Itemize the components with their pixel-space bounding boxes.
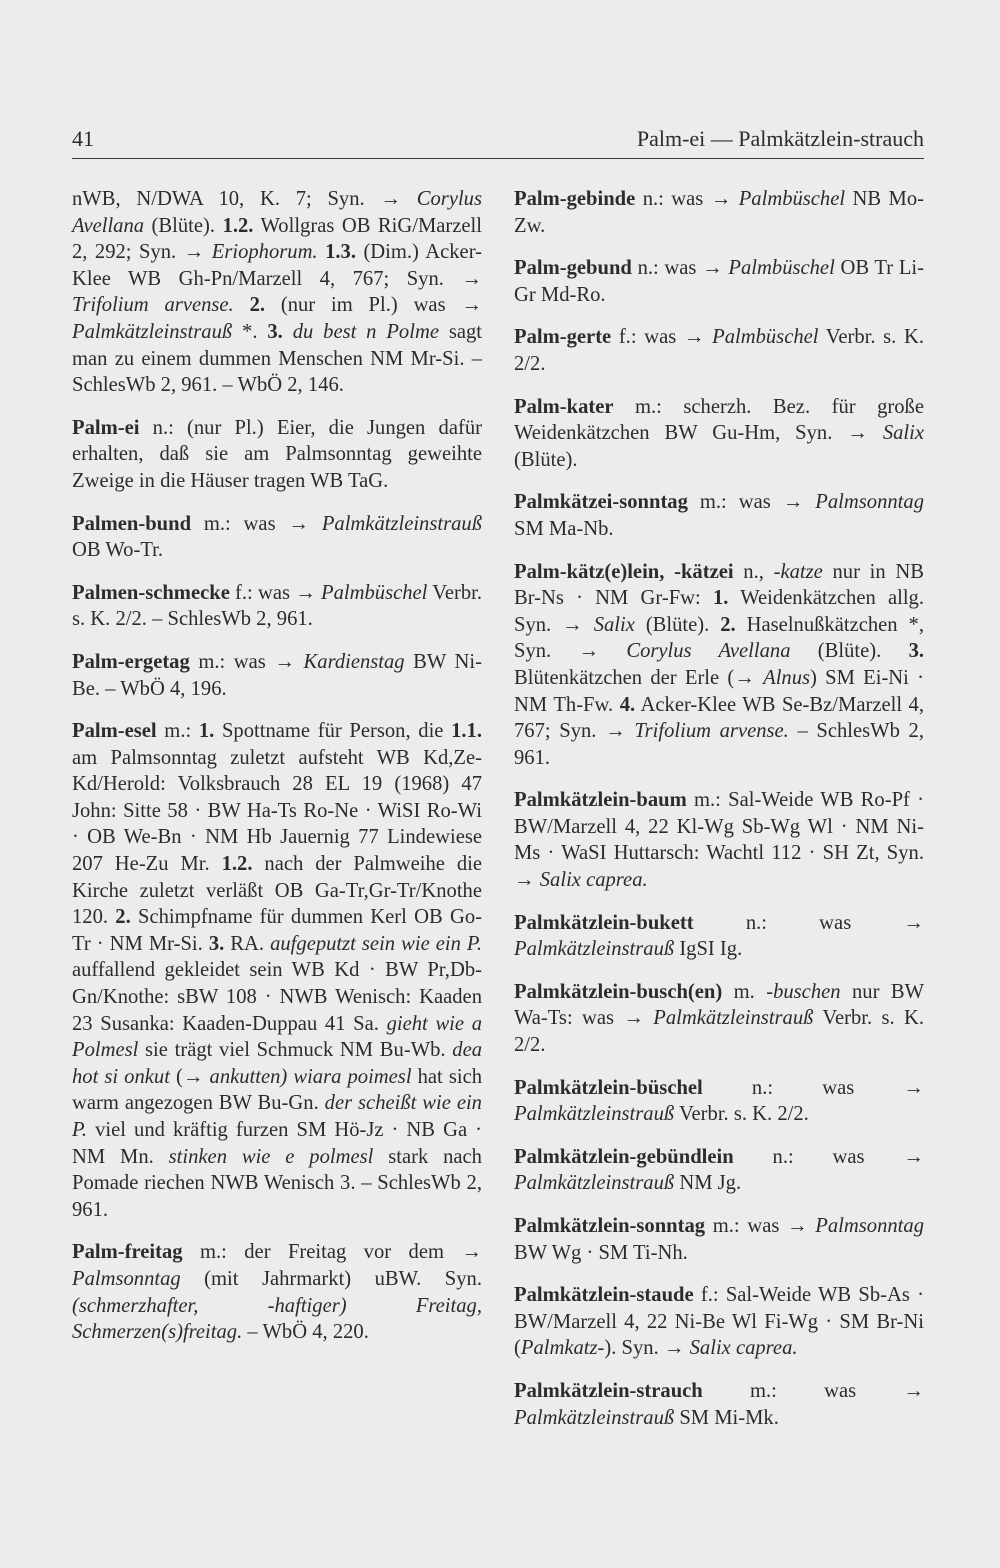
left-column xyxy=(72,186,482,1362)
entry-italic-text: Palmkätzleinstrauß xyxy=(72,320,233,343)
entry-headword: Palmkätzei-sonntag xyxy=(514,491,688,514)
entry-text: sagt man zu einem dummen Menschen NM Mr-Si. – SchlesWb 2, 961. – WbÖ 2, 146. xyxy=(72,320,483,397)
entry-text: m. xyxy=(722,980,767,1003)
dictionary-entry xyxy=(514,394,924,474)
entry-text: (Blüte). xyxy=(144,214,223,237)
entry-text: (mit Jahrmarkt) uBW. Syn. xyxy=(180,1267,482,1290)
entry-headword: Palm-gerte xyxy=(514,326,612,349)
entry-text: Weidenkätzchen allg. Syn. → xyxy=(514,587,924,636)
entry-text: n.: was → xyxy=(635,188,739,210)
sense-number: 3. xyxy=(267,320,283,343)
entry-text: Verbr. s. K. 2/2. xyxy=(514,1007,925,1057)
entry-italic-text: Palmsonntag xyxy=(815,1215,924,1237)
dictionary-entry xyxy=(514,787,924,893)
entry-text: m.: xyxy=(156,720,199,743)
dictionary-entry xyxy=(514,979,924,1059)
dictionary-entry xyxy=(72,511,482,564)
entry-text: n.: (nur Pl.) Eier, die Jungen dafür erhalten, daß sie am Palmsonntag geweihte Zweige in die Häuser tragen WB TaG. xyxy=(72,416,482,492)
entry-headword: Palm-gebinde xyxy=(514,188,636,210)
entry-text: (Blüte). xyxy=(790,640,909,663)
entry-italic-text: Palmbüschel xyxy=(321,581,428,604)
entry-text: nur in NB Br-Ns · NM Gr-Fw: xyxy=(514,560,924,610)
entry-text: Verbr. s. K. 2/2. – SchlesWb 2, 961. xyxy=(72,581,482,631)
entry-text: Haselnußkätzchen *, Syn. → xyxy=(514,613,924,663)
entry-italic-text: aufgeputzt sein wie ein P. xyxy=(270,932,482,955)
dictionary-entry xyxy=(72,186,482,399)
entry-text: nur BW Wa-Ts: was → xyxy=(514,980,924,1030)
sense-number: 2. xyxy=(115,906,131,929)
entry-text: stark nach Pomade riechen NWB Wenisch 3. – SchlesWb 2, 961. xyxy=(72,1145,482,1221)
sense-number: 1.2. xyxy=(221,853,253,876)
dictionary-entry xyxy=(72,649,482,702)
entry-italic-text: gieht wie a Polmesl xyxy=(72,1012,483,1062)
entry-italic-text: Palmbüschel xyxy=(738,188,846,210)
entry-headword: Palmkätzlein-staude xyxy=(514,1284,694,1307)
entry-text: m.: was → xyxy=(189,650,304,673)
entry-italic-text: Salix xyxy=(882,422,924,445)
entry-text: (Blüte). xyxy=(634,613,721,636)
entry-text: f.: was → xyxy=(611,326,713,349)
entry-text: (→ xyxy=(169,1065,210,1088)
entry-italic-text: du best n Polme xyxy=(292,320,439,343)
entry-text: n.: was → xyxy=(693,911,924,934)
entry-text: m.: Sal-Weide WB Ro-Pf · BW/Marzell 4, 22 Kl-Wg Sb-Wg Wl · NM Ni-Ms · WaSI Huttarsch: Wachtl 112 · SH Zt, Syn. → xyxy=(514,789,924,892)
entry-italic-text: Eriophorum. xyxy=(211,241,318,264)
entry-italic-text: dea hot si onkut xyxy=(72,1039,482,1088)
entry-text: IgSI Ig. xyxy=(674,938,743,961)
entry-italic-text: Alnus xyxy=(763,666,811,689)
entry-italic-text: Salix xyxy=(593,613,635,636)
entry-italic-text: Palmkätzleinstrauß xyxy=(321,512,482,535)
entry-text: m.: was → xyxy=(191,512,322,535)
entry-headword: Palmkätzlein-baum xyxy=(514,789,687,812)
dictionary-entry xyxy=(72,1239,482,1345)
entry-italic-text: (schmerzhafter, -haftiger) Freitag, Schmerzen(s)freitag. xyxy=(72,1294,482,1344)
entry-text: sie trägt viel Schmuck NM Bu-Wb. xyxy=(138,1039,453,1062)
entry-italic-text: Corylus Avellana xyxy=(72,188,482,237)
sense-number: 4. xyxy=(619,693,636,716)
entry-text: m.: der Freitag vor dem → xyxy=(182,1241,482,1264)
entry-text: BW Ni-Be. – WbÖ 4, 196. xyxy=(72,650,482,700)
entry-headword: Palmkätzlein-busch(en) xyxy=(514,980,723,1003)
entry-text: RA. xyxy=(224,932,271,955)
entry-italic-text: stinken wie e polmesl xyxy=(168,1145,374,1168)
entry-text: f.: Sal-Weide WB Sb-As · BW/Marzell 4, 22 Ni-Be Wl Fi-Wg · SM Br-Ni ( xyxy=(514,1284,924,1360)
entry-italic-text: Trifolium arvense. xyxy=(72,294,234,317)
dictionary-entry xyxy=(514,1378,924,1431)
entry-text: auffallend gekleidet sein WB Kd · BW Pr,Db-Gn/Knothe: sBW 108 · NWB Wenisch: Kaaden 23 Susanka: Kaaden-Duppau 41 Sa. xyxy=(72,959,482,1035)
dictionary-entry xyxy=(514,1213,924,1266)
entry-italic-text: Trifolium arvense. xyxy=(634,720,789,743)
entry-italic-text: Palmkätzleinstrauß xyxy=(514,1406,675,1429)
entry-text: SM Ma-Nb. xyxy=(514,517,614,540)
entry-italic-text: der scheißt wie ein P. xyxy=(72,1092,482,1141)
entry-text: n., xyxy=(733,560,774,583)
entry-text: – WbÖ 4, 220. xyxy=(242,1321,369,1344)
right-column xyxy=(514,186,924,1447)
entry-text: nWB, N/DWA 10, K. 7; Syn. → xyxy=(72,188,417,210)
entry-italic-text: Palmsonntag xyxy=(815,491,924,514)
sense-number: 1. xyxy=(198,720,215,743)
entry-italic-text: Palmkatz- xyxy=(520,1337,605,1360)
entry-text: ) SM Ei-Ni · NM Th-Fw. xyxy=(514,666,924,716)
entry-italic-text: Salix caprea. xyxy=(539,869,648,892)
entry-italic-text: Palmkätzleinstrauß xyxy=(514,1172,675,1195)
entry-text: BW Wg · SM Ti-Nh. xyxy=(514,1241,688,1264)
sense-number: 1.1. xyxy=(451,720,482,743)
entry-text: (Blüte). xyxy=(514,448,578,471)
running-title: Palm-ei — Palmkätzlein-strauch xyxy=(636,126,924,151)
entry-italic-text: Palmkätzleinstrauß xyxy=(653,1007,814,1030)
entry-text: m.: was → xyxy=(702,1379,924,1402)
entry-text: hat sich warm angezogen BW Bu-Gn. xyxy=(72,1065,483,1115)
entry-text: – SchlesWb 2, 961. xyxy=(514,720,924,769)
dictionary-entry xyxy=(72,718,482,1223)
entry-text xyxy=(318,241,325,263)
entry-text: OB Tr Li-Gr Md-Ro. xyxy=(514,257,924,306)
entry-italic-text: Palmbüschel xyxy=(712,326,819,349)
entry-headword: Palmkätzlein-strauch xyxy=(514,1379,703,1402)
entry-text: Verbr. s. K. 2/2. xyxy=(514,326,924,375)
sense-number: 2. xyxy=(249,294,266,317)
page-header xyxy=(72,126,924,159)
dictionary-entry xyxy=(514,186,924,239)
entry-italic-text: -buschen xyxy=(766,980,841,1003)
sense-number: 3. xyxy=(208,932,225,955)
entry-text xyxy=(283,321,293,343)
sense-number: 1.3. xyxy=(325,241,356,264)
entry-italic-text: ankutten) wiara poimesl xyxy=(209,1065,412,1088)
dictionary-entry xyxy=(514,1144,924,1197)
entry-text: Schimpfname für dummen Kerl OB Go-Tr · NM Mr-Si. xyxy=(72,906,482,955)
entry-italic-text: Corylus Avellana xyxy=(626,640,791,663)
entry-text: *. xyxy=(232,320,268,343)
entry-text: m.: was → xyxy=(705,1215,816,1237)
entry-text: (nur im Pl.) was → xyxy=(265,294,483,317)
entry-text: Acker-Klee WB Se-Bz/Marzell 4, 767; Syn. → xyxy=(514,693,924,743)
dictionary-entry xyxy=(514,1282,924,1362)
dictionary-entry xyxy=(514,255,924,308)
entry-text: (Dim.) Acker-Klee WB Gh-Pn/Marzell 4, 767; Syn. → xyxy=(72,241,483,290)
entry-italic-text: Salix caprea. xyxy=(689,1337,798,1360)
sense-number: 2. xyxy=(720,613,736,636)
entry-headword: Palm-esel xyxy=(72,720,157,743)
entry-text: n.: was → xyxy=(733,1145,924,1168)
entry-italic-text: Palmbüschel xyxy=(728,257,835,280)
entry-italic-text: Kardienstag xyxy=(303,650,405,673)
entry-text: n.: was → xyxy=(702,1076,924,1099)
dictionary-entry xyxy=(72,415,482,495)
entry-text: f.: was → xyxy=(229,581,322,604)
dictionary-entry xyxy=(514,324,924,377)
entry-text: Spottname für Person, die xyxy=(214,720,452,743)
dictionary-entry xyxy=(514,1075,924,1128)
sense-number: 1.2. xyxy=(222,214,254,237)
entry-text: am Palmsonntag zuletzt aufsteht WB Kd,Ze-Kd/Herold: Volksbrauch 28 EL 19 (1968) 47 John: Sitte 58 · BW Ha-Ts Ro-Ne · WiSI Ro-Wi · OB We-Bn · NM Hb Jauernig 77 Lindewiese 207 He-Zu Mr. xyxy=(72,746,482,876)
entry-headword: Palm-kätz(e)lein, -kätzei xyxy=(514,560,734,583)
entry-text: NB Mo-Zw. xyxy=(514,188,925,237)
sense-number: 3. xyxy=(908,640,925,663)
entry-italic-text: -katze xyxy=(773,560,823,583)
dictionary-entry xyxy=(72,580,482,633)
entry-headword: Palmkätzlein-büschel xyxy=(514,1076,703,1099)
dictionary-entry xyxy=(514,559,924,772)
entry-headword: Palm-kater xyxy=(514,395,614,418)
entry-text: Wollgras OB RiG/Marzell 2, 292; Syn. → xyxy=(72,214,483,264)
entry-headword: Palmkätzlein-bukett xyxy=(514,911,694,934)
entry-headword: Palmen-schmecke xyxy=(72,581,230,604)
entry-text: viel und kräftig furzen SM Hö-Jz · NB Ga · NM Mn. xyxy=(72,1119,482,1168)
entry-headword: Palmkätzlein-gebündlein xyxy=(514,1145,734,1168)
entry-italic-text: Palmkätzleinstrauß xyxy=(514,1103,675,1126)
entry-italic-text: Palmkätzleinstrauß xyxy=(514,938,675,961)
entry-italic-text: Palmsonntag xyxy=(72,1267,181,1290)
entry-text: NM Jg. xyxy=(674,1172,742,1195)
dictionary-entry xyxy=(514,489,924,542)
sense-number: 1. xyxy=(712,587,729,610)
entry-text: SM Mi-Mk. xyxy=(674,1406,779,1429)
entry-text: n.: was → xyxy=(631,257,729,280)
entry-text: Blütenkätzchen der Erle (→ xyxy=(514,666,764,689)
entry-headword: Palm-freitag xyxy=(72,1241,183,1264)
entry-headword: Palm-gebund xyxy=(514,257,632,280)
entry-text xyxy=(234,294,250,316)
entry-text: OB Wo-Tr. xyxy=(72,539,164,562)
entry-text: ). Syn. → xyxy=(604,1337,690,1360)
entry-headword: Palmen-bund xyxy=(72,512,192,535)
dictionary-entry xyxy=(514,910,924,963)
entry-text: Verbr. s. K. 2/2. xyxy=(674,1103,809,1126)
entry-headword: Palm-ergetag xyxy=(72,650,190,673)
entry-text: nach der Palmweihe die Kirche zuletzt verläßt OB Ga-Tr,Gr-Tr/Knothe 120. xyxy=(72,853,483,929)
page-number: 41 xyxy=(72,126,94,151)
entry-headword: Palmkätzlein-sonntag xyxy=(514,1215,706,1237)
entry-text: m.: was → xyxy=(687,491,816,514)
entry-headword: Palm-ei xyxy=(72,416,140,439)
entry-text: m.: scherzh. Bez. für große Weidenkätzchen BW Gu-Hm, Syn. → xyxy=(514,395,924,445)
